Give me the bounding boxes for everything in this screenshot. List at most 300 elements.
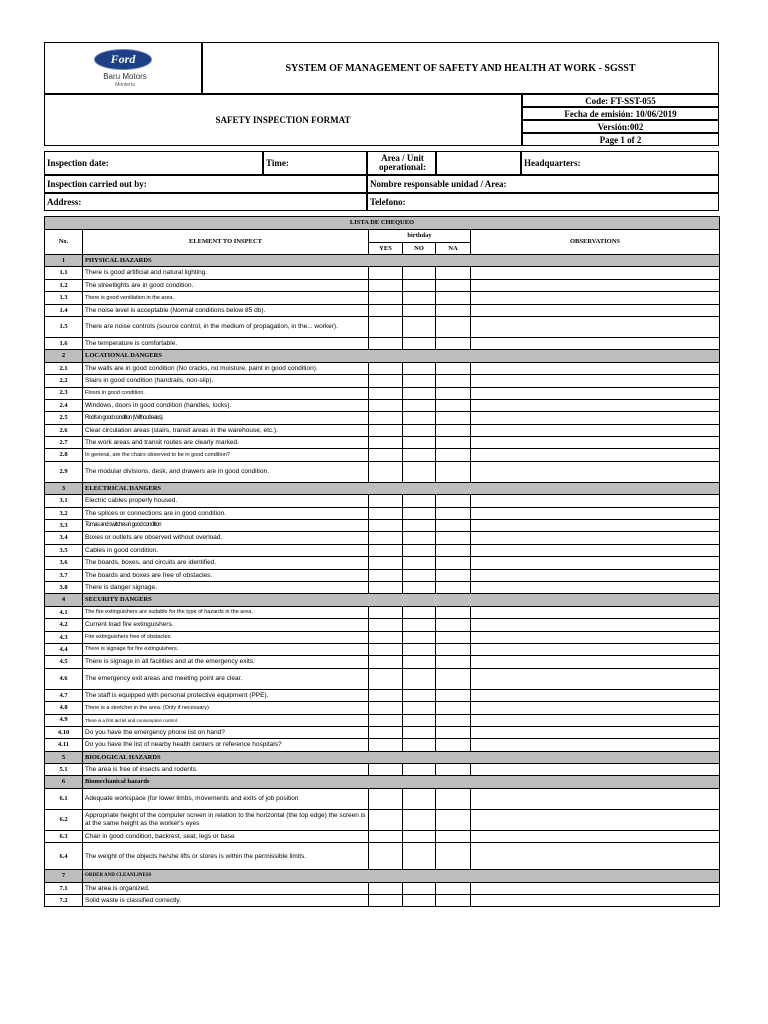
ford-logo: Ford — [94, 49, 152, 70]
observations-cell[interactable] — [471, 830, 720, 842]
table-row — [45, 387, 720, 399]
item-number: 3.4 — [45, 532, 83, 544]
yes-checkbox[interactable] — [369, 279, 403, 291]
area-label: Area / Unit operational: — [367, 151, 436, 175]
category-number: 3 — [45, 482, 83, 494]
no-checkbox[interactable] — [403, 656, 436, 668]
yes-checkbox[interactable] — [369, 809, 403, 830]
col-header-no-answer: NO — [403, 243, 436, 255]
item-text: There is good ventilation in the area. — [83, 292, 369, 304]
no-checkbox[interactable] — [403, 631, 436, 643]
no-checkbox[interactable] — [403, 292, 436, 304]
yes-checkbox[interactable] — [369, 520, 403, 532]
na-checkbox[interactable] — [436, 412, 471, 424]
yes-checkbox[interactable] — [369, 843, 403, 870]
na-checkbox[interactable] — [436, 569, 471, 581]
observations-cell[interactable] — [471, 520, 720, 532]
observations-cell[interactable] — [471, 569, 720, 581]
no-checkbox[interactable] — [403, 532, 436, 544]
observations-cell[interactable] — [471, 461, 720, 482]
no-checkbox[interactable] — [403, 375, 436, 387]
item-text: The fire extinguishers are suitable for the type of hazards in the area. — [83, 606, 369, 618]
na-checkbox[interactable] — [436, 375, 471, 387]
item-number: 4.6 — [45, 668, 83, 689]
na-checkbox[interactable] — [436, 619, 471, 631]
table-row — [45, 495, 720, 507]
area-field[interactable] — [436, 151, 521, 175]
no-checkbox[interactable] — [403, 362, 436, 374]
table-row — [45, 507, 720, 519]
na-checkbox[interactable] — [436, 292, 471, 304]
na-checkbox[interactable] — [436, 830, 471, 842]
observations-cell[interactable] — [471, 292, 720, 304]
table-row — [45, 726, 720, 738]
no-checkbox[interactable] — [403, 788, 436, 809]
carried-out-by-field[interactable]: Inspection carried out by: — [44, 175, 367, 193]
table-row — [45, 449, 720, 461]
table-row — [45, 520, 720, 532]
document-title: SYSTEM OF MANAGEMENT OF SAFETY AND HEALTH AT WORK - SGSST — [202, 42, 719, 94]
item-text: Windows, doors in good condition (handles, locks). — [83, 399, 369, 411]
table-row — [45, 569, 720, 581]
na-checkbox[interactable] — [436, 461, 471, 482]
item-text: The boards, boxes, and circuits are identified. — [83, 557, 369, 569]
no-checkbox[interactable] — [403, 809, 436, 830]
item-number: 3.1 — [45, 495, 83, 507]
na-checkbox[interactable] — [436, 882, 471, 894]
document-subtitle: SAFETY INSPECTION FORMAT — [44, 94, 522, 146]
na-checkbox[interactable] — [436, 279, 471, 291]
yes-checkbox[interactable] — [369, 412, 403, 424]
item-text: Floors in good condition. — [83, 387, 369, 399]
yes-checkbox[interactable] — [369, 387, 403, 399]
item-text: Do you have the list of nearby health centers or reference hospitals? — [83, 739, 369, 751]
item-number: 2.9 — [45, 461, 83, 482]
no-checkbox[interactable] — [403, 895, 436, 907]
na-checkbox[interactable] — [436, 337, 471, 349]
no-checkbox[interactable] — [403, 714, 436, 726]
table-row — [45, 267, 720, 279]
yes-checkbox[interactable] — [369, 449, 403, 461]
yes-checkbox[interactable] — [369, 581, 403, 593]
yes-checkbox[interactable] — [369, 399, 403, 411]
item-number: 4.1 — [45, 606, 83, 618]
observations-cell[interactable] — [471, 532, 720, 544]
no-checkbox[interactable] — [403, 520, 436, 532]
yes-checkbox[interactable] — [369, 461, 403, 482]
item-text: Roofs in good condition (Without leaks). — [83, 412, 369, 424]
item-number: 1.2 — [45, 279, 83, 291]
item-number: 1.6 — [45, 337, 83, 349]
no-checkbox[interactable] — [403, 557, 436, 569]
category-number: 7 — [45, 870, 83, 882]
yes-checkbox[interactable] — [369, 689, 403, 701]
yes-checkbox[interactable] — [369, 424, 403, 436]
category-row — [45, 482, 720, 494]
brand-name: Baru Motors — [103, 72, 147, 81]
na-checkbox[interactable] — [436, 581, 471, 593]
na-checkbox[interactable] — [436, 424, 471, 436]
na-checkbox[interactable] — [436, 544, 471, 556]
item-number: 3.7 — [45, 569, 83, 581]
na-checkbox[interactable] — [436, 304, 471, 316]
table-row — [45, 399, 720, 411]
observations-cell[interactable] — [471, 619, 720, 631]
item-number: 3.3 — [45, 520, 83, 532]
table-row — [45, 702, 720, 714]
na-checkbox[interactable] — [436, 557, 471, 569]
col-header-element: ELEMENT TO INSPECT — [83, 230, 369, 255]
no-checkbox[interactable] — [403, 461, 436, 482]
item-number: 4.5 — [45, 656, 83, 668]
yes-checkbox[interactable] — [369, 656, 403, 668]
observations-cell[interactable] — [471, 882, 720, 894]
observations-cell[interactable] — [471, 279, 720, 291]
item-number: 4.4 — [45, 643, 83, 655]
observations-cell[interactable] — [471, 843, 720, 870]
item-number: 2.3 — [45, 387, 83, 399]
table-row — [45, 292, 720, 304]
observations-cell[interactable] — [471, 788, 720, 809]
na-checkbox[interactable] — [436, 656, 471, 668]
no-checkbox[interactable] — [403, 412, 436, 424]
na-checkbox[interactable] — [436, 643, 471, 655]
no-checkbox[interactable] — [403, 279, 436, 291]
no-checkbox[interactable] — [403, 643, 436, 655]
observations-cell[interactable] — [471, 689, 720, 701]
observations-cell[interactable] — [471, 714, 720, 726]
na-checkbox[interactable] — [436, 714, 471, 726]
table-row — [45, 689, 720, 701]
observations-cell[interactable] — [471, 895, 720, 907]
no-checkbox[interactable] — [403, 569, 436, 581]
na-checkbox[interactable] — [436, 764, 471, 776]
na-checkbox[interactable] — [436, 316, 471, 337]
category-number: 6 — [45, 776, 83, 788]
no-checkbox[interactable] — [403, 581, 436, 593]
na-checkbox[interactable] — [436, 449, 471, 461]
category-label: ELECTRICAL DANGERS — [83, 482, 720, 494]
yes-checkbox[interactable] — [369, 702, 403, 714]
item-number: 2.2 — [45, 375, 83, 387]
category-row — [45, 350, 720, 362]
no-checkbox[interactable] — [403, 304, 436, 316]
item-number: 7.1 — [45, 882, 83, 894]
observations-cell[interactable] — [471, 544, 720, 556]
no-checkbox[interactable] — [403, 830, 436, 842]
item-number: 2.7 — [45, 437, 83, 449]
observations-cell[interactable] — [471, 437, 720, 449]
table-row — [45, 739, 720, 751]
issue-date: Fecha de emisión: 10/06/2019 — [522, 107, 719, 120]
no-checkbox[interactable] — [403, 764, 436, 776]
no-checkbox[interactable] — [403, 316, 436, 337]
table-row — [45, 544, 720, 556]
item-number: 2.6 — [45, 424, 83, 436]
na-checkbox[interactable] — [436, 520, 471, 532]
item-text: The walls are in good condition (No cracks, no moisture, paint in good condition). — [83, 362, 369, 374]
yes-checkbox[interactable] — [369, 304, 403, 316]
yes-checkbox[interactable] — [369, 292, 403, 304]
table-row — [45, 643, 720, 655]
na-checkbox[interactable] — [436, 895, 471, 907]
na-checkbox[interactable] — [436, 267, 471, 279]
yes-checkbox[interactable] — [369, 337, 403, 349]
item-number: 4.8 — [45, 702, 83, 714]
checklist-table — [44, 216, 720, 907]
category-label: SECURITY DANGERS — [83, 594, 720, 606]
time-field[interactable]: Time: — [263, 151, 367, 175]
table-row — [45, 668, 720, 689]
yes-checkbox[interactable] — [369, 507, 403, 519]
item-text: There is signage in all facilities and at the emergency exits. — [83, 656, 369, 668]
phone-field[interactable]: Telefono: — [367, 193, 719, 211]
observations-cell[interactable] — [471, 387, 720, 399]
item-text: There are noise controls (source control, in the medium of propagation, in the... worker). — [83, 316, 369, 337]
item-text: The emergency exit areas and meeting point are clear. — [83, 668, 369, 689]
observations-cell[interactable] — [471, 424, 720, 436]
col-header-na: NA — [436, 243, 471, 255]
category-row — [45, 870, 720, 882]
na-checkbox[interactable] — [436, 843, 471, 870]
yes-checkbox[interactable] — [369, 532, 403, 544]
table-row — [45, 619, 720, 631]
na-checkbox[interactable] — [436, 507, 471, 519]
item-text: Chair in good condition, backrest, seat, legs or base — [83, 830, 369, 842]
observations-cell[interactable] — [471, 495, 720, 507]
yes-checkbox[interactable] — [369, 437, 403, 449]
observations-cell[interactable] — [471, 412, 720, 424]
responsible-field[interactable]: Nombre responsable unidad / Area: — [367, 175, 719, 193]
item-text: The temperature is comfortable. — [83, 337, 369, 349]
item-number: 7.2 — [45, 895, 83, 907]
table-row — [45, 279, 720, 291]
table-row — [45, 557, 720, 569]
table-row — [45, 375, 720, 387]
no-checkbox[interactable] — [403, 606, 436, 618]
no-checkbox[interactable] — [403, 437, 436, 449]
observations-cell[interactable] — [471, 399, 720, 411]
item-text: The noise level is acceptable (Normal conditions below 85 db). — [83, 304, 369, 316]
table-row — [45, 412, 720, 424]
yes-checkbox[interactable] — [369, 557, 403, 569]
no-checkbox[interactable] — [403, 267, 436, 279]
na-checkbox[interactable] — [436, 668, 471, 689]
observations-cell[interactable] — [471, 304, 720, 316]
no-checkbox[interactable] — [403, 619, 436, 631]
category-label: LOCATIONAL DANGERS — [83, 350, 720, 362]
category-number: 4 — [45, 594, 83, 606]
col-header-birthday: birthday — [369, 230, 471, 243]
table-row — [45, 606, 720, 618]
item-number: 1.1 — [45, 267, 83, 279]
item-text: Appropriate height of the computer screen in relation to the horizontal (the top edge) the screen is at the same height as the worker's eyes — [83, 809, 369, 830]
observations-cell[interactable] — [471, 702, 720, 714]
na-checkbox[interactable] — [436, 809, 471, 830]
item-text: The area is free of insects and rodents. — [83, 764, 369, 776]
item-text: Clear circulation areas (stairs, transit areas in the warehouse, etc.). — [83, 424, 369, 436]
no-checkbox[interactable] — [403, 387, 436, 399]
yes-checkbox[interactable] — [369, 882, 403, 894]
item-number: 2.8 — [45, 449, 83, 461]
yes-checkbox[interactable] — [369, 375, 403, 387]
item-text: Electric cables properly housed. — [83, 495, 369, 507]
na-checkbox[interactable] — [436, 387, 471, 399]
yes-checkbox[interactable] — [369, 668, 403, 689]
observations-cell[interactable] — [471, 668, 720, 689]
item-number: 3.5 — [45, 544, 83, 556]
no-checkbox[interactable] — [403, 882, 436, 894]
item-number: 5.1 — [45, 764, 83, 776]
yes-checkbox[interactable] — [369, 619, 403, 631]
table-row — [45, 631, 720, 643]
table-row — [45, 882, 720, 894]
observations-cell[interactable] — [471, 739, 720, 751]
headquarters-field[interactable]: Headquarters: — [521, 151, 719, 175]
yes-checkbox[interactable] — [369, 631, 403, 643]
col-header-yes: YES — [369, 243, 403, 255]
yes-checkbox[interactable] — [369, 739, 403, 751]
item-number: 3.6 — [45, 557, 83, 569]
table-row — [45, 437, 720, 449]
category-label: ORDER AND CLEANLINESS — [83, 870, 720, 882]
yes-checkbox[interactable] — [369, 267, 403, 279]
item-number: 4.3 — [45, 631, 83, 643]
observations-cell[interactable] — [471, 316, 720, 337]
item-text: Adequate workspace (for lower limbs, movements and exits of job position — [83, 788, 369, 809]
yes-checkbox[interactable] — [369, 643, 403, 655]
yes-checkbox[interactable] — [369, 726, 403, 738]
observations-cell[interactable] — [471, 631, 720, 643]
table-row — [45, 656, 720, 668]
item-number: 4.7 — [45, 689, 83, 701]
item-text: Do you have the emergency phone list on hand? — [83, 726, 369, 738]
item-number: 6.4 — [45, 843, 83, 870]
observations-cell[interactable] — [471, 764, 720, 776]
no-checkbox[interactable] — [403, 702, 436, 714]
no-checkbox[interactable] — [403, 507, 436, 519]
category-label: BIOLOGICAL HAZARDS — [83, 751, 720, 763]
no-checkbox[interactable] — [403, 843, 436, 870]
no-checkbox[interactable] — [403, 424, 436, 436]
na-checkbox[interactable] — [436, 532, 471, 544]
no-checkbox[interactable] — [403, 739, 436, 751]
item-text: The work areas and transit routes are clearly marked. — [83, 437, 369, 449]
no-checkbox[interactable] — [403, 495, 436, 507]
table-row — [45, 337, 720, 349]
yes-checkbox[interactable] — [369, 569, 403, 581]
item-text: Cables in good condition. — [83, 544, 369, 556]
yes-checkbox[interactable] — [369, 316, 403, 337]
table-row — [45, 764, 720, 776]
no-checkbox[interactable] — [403, 337, 436, 349]
item-number: 1.5 — [45, 316, 83, 337]
item-number: 6.3 — [45, 830, 83, 842]
address-field[interactable]: Address: — [44, 193, 367, 211]
yes-checkbox[interactable] — [369, 362, 403, 374]
na-checkbox[interactable] — [436, 495, 471, 507]
observations-cell[interactable] — [471, 809, 720, 830]
table-row — [45, 304, 720, 316]
item-number: 2.4 — [45, 399, 83, 411]
observations-cell[interactable] — [471, 507, 720, 519]
page-number: Page 1 of 2 — [522, 133, 719, 146]
item-text: Boxes or outlets are observed without overload. — [83, 532, 369, 544]
na-checkbox[interactable] — [436, 362, 471, 374]
item-text: Current load fire extinguishers. — [83, 619, 369, 631]
observations-cell[interactable] — [471, 267, 720, 279]
observations-cell[interactable] — [471, 581, 720, 593]
item-number: 6.1 — [45, 788, 83, 809]
na-checkbox[interactable] — [436, 702, 471, 714]
yes-checkbox[interactable] — [369, 788, 403, 809]
yes-checkbox[interactable] — [369, 606, 403, 618]
item-number: 4.2 — [45, 619, 83, 631]
inspection-date-field[interactable]: Inspection date: — [44, 151, 263, 175]
observations-cell[interactable] — [471, 557, 720, 569]
na-checkbox[interactable] — [436, 689, 471, 701]
no-checkbox[interactable] — [403, 399, 436, 411]
table-row — [45, 809, 720, 830]
item-number: 3.2 — [45, 507, 83, 519]
yes-checkbox[interactable] — [369, 830, 403, 842]
observations-cell[interactable] — [471, 362, 720, 374]
na-checkbox[interactable] — [436, 726, 471, 738]
observations-cell[interactable] — [471, 643, 720, 655]
observations-cell[interactable] — [471, 606, 720, 618]
category-label: Biomechanical hazards — [83, 776, 720, 788]
no-checkbox[interactable] — [403, 668, 436, 689]
no-checkbox[interactable] — [403, 449, 436, 461]
category-row — [45, 255, 720, 267]
no-checkbox[interactable] — [403, 726, 436, 738]
na-checkbox[interactable] — [436, 606, 471, 618]
item-number: 4.9 — [45, 714, 83, 726]
na-checkbox[interactable] — [436, 739, 471, 751]
item-text: The modular divisions, desk, and drawers are in good condition. — [83, 461, 369, 482]
item-number: 1.4 — [45, 304, 83, 316]
table-row — [45, 843, 720, 870]
category-number: 2 — [45, 350, 83, 362]
yes-checkbox[interactable] — [369, 764, 403, 776]
observations-cell[interactable] — [471, 337, 720, 349]
no-checkbox[interactable] — [403, 544, 436, 556]
item-number: 3.8 — [45, 581, 83, 593]
na-checkbox[interactable] — [436, 437, 471, 449]
observations-cell[interactable] — [471, 726, 720, 738]
item-text: The weight of the objects he/she lifts or stores is within the permissible limits. — [83, 843, 369, 870]
na-checkbox[interactable] — [436, 399, 471, 411]
item-number: 2.5 — [45, 412, 83, 424]
table-row — [45, 581, 720, 593]
item-text: There is a stretcher in the area. (Only if necessary). — [83, 702, 369, 714]
yes-checkbox[interactable] — [369, 895, 403, 907]
na-checkbox[interactable] — [436, 631, 471, 643]
na-checkbox[interactable] — [436, 788, 471, 809]
document-code: Code: FT-SST-055 — [522, 94, 719, 107]
item-text: The splices or connections are in good condition. — [83, 507, 369, 519]
observations-cell[interactable] — [471, 656, 720, 668]
item-text: The boards and boxes are free of obstacles. — [83, 569, 369, 581]
yes-checkbox[interactable] — [369, 544, 403, 556]
yes-checkbox[interactable] — [369, 714, 403, 726]
yes-checkbox[interactable] — [369, 495, 403, 507]
observations-cell[interactable] — [471, 375, 720, 387]
observations-cell[interactable] — [471, 449, 720, 461]
item-text: The area is organized. — [83, 882, 369, 894]
no-checkbox[interactable] — [403, 689, 436, 701]
category-number: 1 — [45, 255, 83, 267]
